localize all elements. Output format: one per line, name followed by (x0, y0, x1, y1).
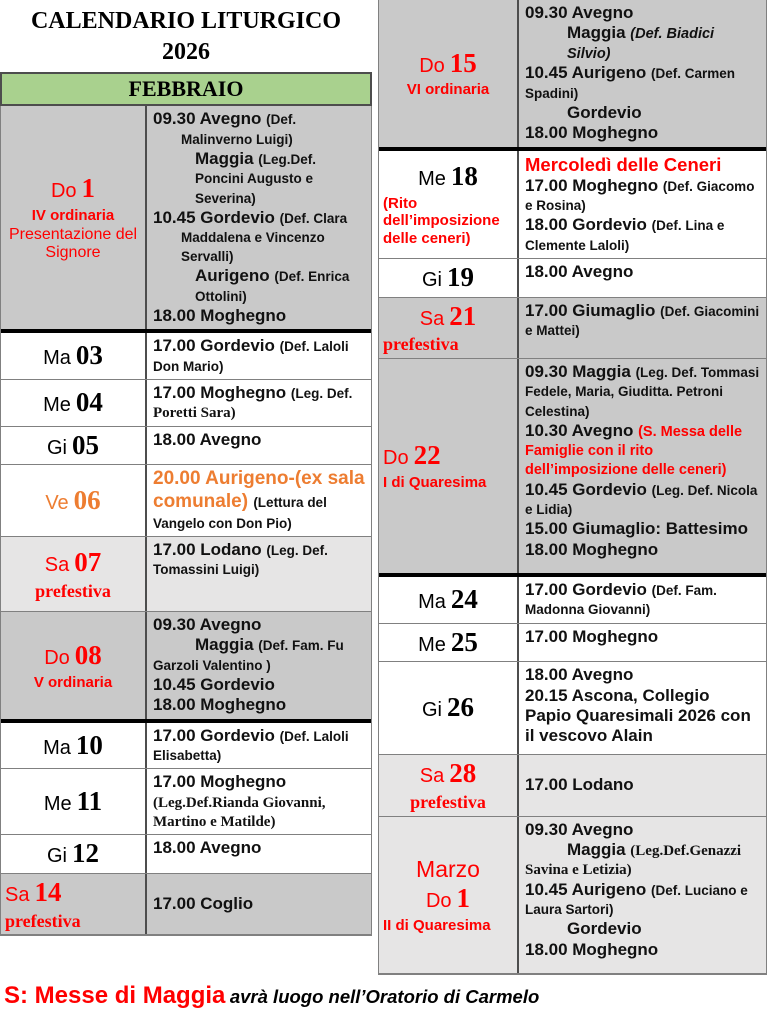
mass-entry (153, 838, 365, 858)
day-abbrev: Do (50, 180, 77, 203)
mass-entry (153, 675, 365, 695)
mass-entry (525, 301, 760, 341)
mass-list (519, 151, 766, 258)
day-note: prefestiva (410, 791, 486, 812)
mass-text: 17.00 Moghegno (525, 626, 659, 646)
mass-entry (525, 63, 760, 103)
day-label (1, 612, 147, 719)
day-line (383, 759, 513, 789)
mass-entry (525, 123, 760, 143)
day-abbrev: Ma (43, 347, 71, 370)
mass-entry (525, 176, 760, 216)
day-abbrev: Sa (419, 307, 445, 330)
mass-entry (525, 480, 760, 520)
mass-text: (Leg. Def. Nicola e Lidia) (525, 482, 758, 518)
calendar-row-do-22 (379, 359, 766, 577)
mass-text: 17.00 Gordevio (153, 336, 280, 356)
mass-entry (525, 820, 760, 840)
mass-entry (153, 336, 365, 376)
day-number: 08 (74, 639, 102, 670)
mass-list (519, 259, 766, 297)
mass-entry (153, 468, 365, 533)
mass-list (147, 106, 371, 329)
day-note: V ordinaria (33, 673, 113, 691)
day-note: (Rito dell’imposizione delle ceneri) (383, 195, 500, 247)
day-abbrev: Gi (47, 845, 67, 868)
day-abbrev: Ma (43, 736, 71, 759)
mass-text: 15.00 Giumaglio: Battesimo (525, 519, 748, 539)
mass-list (519, 662, 766, 754)
day-number: 24 (450, 583, 478, 614)
mass-text: (Def. Biadici Silvio) (567, 26, 715, 62)
day-number: 28 (449, 758, 477, 789)
day-label (379, 298, 519, 358)
day-abbrev: Me (43, 792, 72, 815)
month-word: Marzo (416, 855, 480, 882)
day-number: 15 (449, 47, 477, 78)
day-note: Presentazione del Signore (8, 225, 138, 262)
day-line (383, 628, 513, 658)
mass-text: 17.00 Moghegno (525, 175, 663, 195)
day-abbrev: Sa (5, 883, 30, 906)
calendar-row-sa-14 (1, 874, 371, 935)
mass-list (147, 769, 371, 834)
day-line (5, 731, 141, 761)
day-line (383, 693, 513, 723)
mass-text: 18.00 Gordevio (525, 215, 652, 235)
mass-text: 10.45 Gordevio (525, 479, 652, 499)
mass-list (147, 333, 371, 379)
calendar-row-ve-06 (1, 465, 371, 537)
day-label (379, 359, 519, 573)
mass-text: 17.00 Coglio (153, 893, 254, 913)
day-label (379, 577, 519, 623)
calendar-table-right (378, 0, 767, 975)
mass-list (147, 835, 371, 873)
day-abbrev: Do (44, 646, 70, 669)
calendar-row-me-11 (1, 769, 371, 835)
mass-text: Poretti Sara) (153, 405, 236, 422)
mass-text: (Def. Lina e Clemente Laloli) (525, 218, 725, 253)
footnote-highlight: S: Messe di Maggia (4, 982, 226, 1009)
day-note: IV ordinaria (31, 206, 115, 224)
mass-list (519, 359, 766, 573)
day-number: 03 (75, 340, 103, 371)
day-line (383, 302, 513, 332)
mass-text: Aurigeno (195, 266, 275, 286)
day-note: II di Quaresima (383, 917, 491, 935)
mass-text: 18.00 Moghegno (153, 695, 287, 715)
mass-text: 17.00 Gordevio (153, 725, 280, 745)
mass-text: 17.00 Moghegno (153, 772, 287, 792)
calendar-row-do-08 (1, 612, 371, 723)
mass-text: 10.30 Avegno (525, 420, 639, 440)
day-number: 22 (413, 440, 441, 471)
day-label (1, 769, 147, 834)
mass-entry (525, 154, 760, 176)
mass-text: (Leg. Def. Tomassini Luigi) (153, 543, 328, 578)
calendar-row-ma-10 (1, 723, 371, 770)
calendar-row-do-15 (379, 0, 766, 151)
day-label (1, 537, 147, 611)
mass-entry (525, 580, 760, 620)
day-line (383, 263, 513, 293)
mass-list (519, 298, 766, 358)
mass-text: Gordevio (567, 102, 642, 122)
day-note: prefestiva (5, 910, 81, 931)
day-line (5, 431, 141, 461)
day-abbrev: Gi (422, 699, 442, 722)
day-number: 10 (75, 729, 103, 760)
day-label (1, 106, 147, 329)
mass-text: 10.45 Aurigeno (525, 879, 651, 899)
mass-list (519, 577, 766, 623)
mass-text: 17.00 Gordevio (525, 579, 652, 599)
left-column (0, 0, 372, 936)
day-line (5, 878, 141, 908)
mass-list (519, 624, 766, 662)
day-label (379, 151, 519, 258)
mass-text: (Leg.Def. Poncini Augusto e Severina) (195, 151, 317, 206)
calendar-row-ma-24 (379, 577, 766, 624)
mass-text: 09.30 Avegno (525, 3, 634, 22)
day-number: 1 (456, 883, 471, 914)
mass-text: 09.30 Maggia (525, 361, 636, 381)
day-label (1, 874, 147, 934)
mass-entry (525, 519, 760, 539)
day-number: 14 (34, 876, 62, 907)
mass-text: (Def. Malinverno Luigi) (181, 112, 297, 147)
mass-text: 18.00 Avegno (153, 429, 262, 449)
mass-list (147, 537, 371, 611)
day-abbrev: Me (418, 168, 446, 191)
day-abbrev: Do (425, 890, 452, 913)
mass-entry (567, 23, 760, 63)
day-abbrev: Ve (45, 491, 69, 514)
day-line (383, 585, 513, 615)
mass-text: Gordevio (567, 919, 642, 939)
day-label (1, 380, 147, 426)
calendar-row-sa-21 (379, 298, 766, 359)
day-label (1, 427, 147, 465)
mass-entry (153, 540, 365, 580)
mass-entry (153, 383, 365, 423)
day-line (5, 486, 141, 516)
mass-list (147, 612, 371, 719)
mass-entry (525, 215, 760, 255)
mass-entry (153, 430, 365, 450)
mass-text: 20.00 Aurigeno-(ex sala comunale) (153, 468, 365, 513)
calendar-row-gi-19 (379, 259, 766, 298)
mass-list (519, 817, 766, 973)
mass-text: 17.00 Moghegno (153, 383, 291, 403)
day-number: 19 (447, 261, 474, 292)
mass-entry (525, 686, 760, 747)
mass-text: 18.00 Avegno (525, 261, 634, 281)
day-abbrev: Do (383, 447, 409, 470)
day-line (5, 641, 141, 671)
mass-text: (Def. Clara Maddalena e Vincenzo Servalli) (181, 210, 348, 265)
mass-entry (525, 262, 760, 282)
day-line (5, 341, 141, 371)
day-number: 05 (72, 429, 99, 460)
mass-entry (153, 772, 365, 831)
mass-text: Maggia (567, 23, 631, 43)
footnote (4, 982, 539, 1010)
mass-entry (525, 3, 760, 23)
day-number: 18 (450, 161, 478, 192)
day-number: 11 (76, 785, 103, 816)
mass-entry (567, 919, 760, 939)
mass-text: (Def. Luciano e Laura Sartori) (525, 882, 748, 917)
mass-text: Maggia (195, 635, 259, 655)
mass-text: 10.45 Aurigeno (525, 63, 651, 83)
day-number: 07 (74, 546, 102, 577)
title-line-1: CALENDARIO LITURGICO (30, 8, 342, 34)
mass-entry (567, 103, 760, 123)
mass-entry (153, 208, 365, 267)
mass-text: (Def. Laloli Elisabetta) (153, 728, 349, 764)
mass-entry (525, 775, 760, 795)
mass-text: (Def. Giacomo e Rosina) (525, 178, 755, 214)
mass-list (147, 465, 371, 536)
mass-list (147, 380, 371, 426)
mass-list (519, 0, 766, 147)
day-label (1, 465, 147, 536)
calendar-row-marzo-do-01 (379, 817, 766, 974)
mass-text: 18.00 Avegno (153, 838, 262, 858)
day-note: prefestiva (383, 334, 459, 355)
day-number: 04 (75, 386, 103, 417)
mass-text: Mercoledì delle Ceneri (525, 153, 722, 175)
mass-text: 17.00 Lodano (153, 540, 267, 560)
mass-text: 09.30 Avegno (153, 109, 267, 129)
day-abbrev: Me (418, 633, 446, 656)
day-line (5, 388, 141, 418)
mass-text: (Lettura del Vangelo con Don Pio) (153, 495, 327, 531)
mass-text: 10.45 Gordevio (153, 207, 280, 227)
calendar-table-left (0, 106, 372, 936)
mass-list (147, 723, 371, 769)
day-abbrev: Sa (419, 765, 445, 788)
mass-text: (Def. Carmen Spadini) (525, 66, 735, 101)
day-line (5, 787, 141, 817)
mass-text: 18.00 Moghegno (525, 939, 659, 959)
mass-text: (Leg.Def.Genazzi Savina e Letizia) (525, 842, 742, 879)
footnote-text: avrà luogo nell’Oratorio di Carmelo (229, 986, 540, 1007)
mass-text: (Def. Fam. Fu Garzoli Valentino ) (153, 638, 344, 673)
mass-entry (153, 726, 365, 766)
day-abbrev: Me (43, 393, 71, 416)
mass-text: 20.15 Ascona, Collegio Papio Quaresimali 2026 con il vescovo Alain (525, 685, 751, 746)
mass-entry (153, 894, 365, 914)
day-line (383, 441, 513, 471)
day-line (383, 49, 513, 79)
mass-text: 18.00 Moghegno (525, 123, 659, 143)
day-label (1, 333, 147, 379)
day-label (1, 723, 147, 769)
day-abbrev: Do (419, 54, 445, 77)
mass-text: 18.00 Avegno (525, 665, 634, 685)
mass-entry (153, 109, 365, 149)
title-line-2: 2026 (162, 39, 210, 66)
day-label (379, 755, 519, 815)
mass-text: (Def. Giacomini e Mattei) (525, 303, 760, 338)
day-abbrev: Ma (418, 590, 446, 613)
mass-entry (153, 306, 365, 326)
mass-text: 09.30 Avegno (525, 819, 634, 839)
calendar-row-me-25 (379, 624, 766, 663)
day-line (5, 548, 141, 578)
mass-text: (Leg.Def.Rianda Giovanni, Martino e Matilde) (153, 794, 326, 830)
mass-entry (153, 635, 365, 675)
mass-entry (195, 266, 365, 306)
mass-text: (Def. Fam. Madonna Giovanni) (525, 582, 717, 618)
day-label (379, 259, 519, 297)
calendar-row-sa-28 (379, 755, 766, 816)
day-line (383, 884, 513, 914)
calendar-row-me-04 (1, 380, 371, 427)
mass-text: (Def. Enrica Ottolini) (195, 269, 350, 304)
calendar-row-gi-26 (379, 662, 766, 755)
day-abbrev: Sa (44, 553, 70, 576)
calendar-row-gi-05 (1, 427, 371, 466)
day-label (379, 624, 519, 662)
mass-text: 18.00 Moghegno (525, 539, 659, 559)
mass-entry (525, 880, 760, 920)
mass-entry (525, 940, 760, 960)
calendar-row-do-01 (1, 106, 371, 333)
mass-list (519, 755, 766, 815)
mass-text: Maggia (195, 148, 259, 168)
calendar-row-gi-12 (1, 835, 371, 874)
document-title (0, 0, 372, 68)
mass-entry (525, 540, 760, 560)
mass-entry (153, 615, 365, 635)
mass-text: Maggia (567, 839, 631, 859)
day-number: 06 (73, 484, 101, 515)
mass-entry (525, 840, 760, 880)
day-label (379, 817, 519, 973)
mass-text: 09.30 Avegno (153, 615, 262, 635)
mass-text: 17.00 Giumaglio (525, 300, 661, 320)
calendar-row-ma-03 (1, 333, 371, 380)
day-line (383, 162, 513, 192)
mass-list (147, 874, 371, 934)
mass-text: (Leg. Def. (290, 386, 353, 402)
day-abbrev: Gi (422, 268, 442, 291)
calendar-row-sa-07 (1, 537, 371, 612)
day-line (5, 174, 141, 204)
mass-text: 10.45 Gordevio (153, 675, 275, 695)
day-number: 21 (449, 300, 477, 331)
mass-entry (525, 627, 760, 647)
day-number: 26 (447, 692, 474, 723)
calendar-row-me-18 (379, 151, 766, 259)
mass-text: 18.00 Moghegno (153, 306, 287, 326)
mass-entry (525, 421, 760, 480)
mass-text: (Def. Laloli Don Mario) (153, 339, 349, 374)
mass-text: (Leg. Def. Tommasi Fedele, Maria, Giuditta. Petroni Celestina) (525, 364, 760, 419)
day-label (1, 835, 147, 873)
mass-entry (153, 695, 365, 715)
mass-list (147, 427, 371, 465)
day-label (379, 662, 519, 754)
day-number: 1 (81, 173, 96, 204)
mass-text: (S. Messa delle Famiglie con il rito dell’imposizione delle ceneri) (525, 423, 743, 479)
day-note: I di Quaresima (383, 474, 487, 492)
mass-entry (525, 665, 760, 685)
mass-text: 17.00 Lodano (525, 775, 634, 795)
day-note: VI ordinaria (406, 81, 490, 99)
day-line (5, 839, 141, 869)
day-abbrev: Gi (47, 436, 67, 459)
mass-entry (525, 362, 760, 421)
mass-entry (195, 149, 365, 208)
day-number: 12 (72, 838, 99, 869)
day-number: 25 (450, 626, 478, 657)
day-note: prefestiva (35, 580, 111, 601)
month-header: FEBBRAIO (0, 72, 372, 106)
day-label (379, 0, 519, 147)
